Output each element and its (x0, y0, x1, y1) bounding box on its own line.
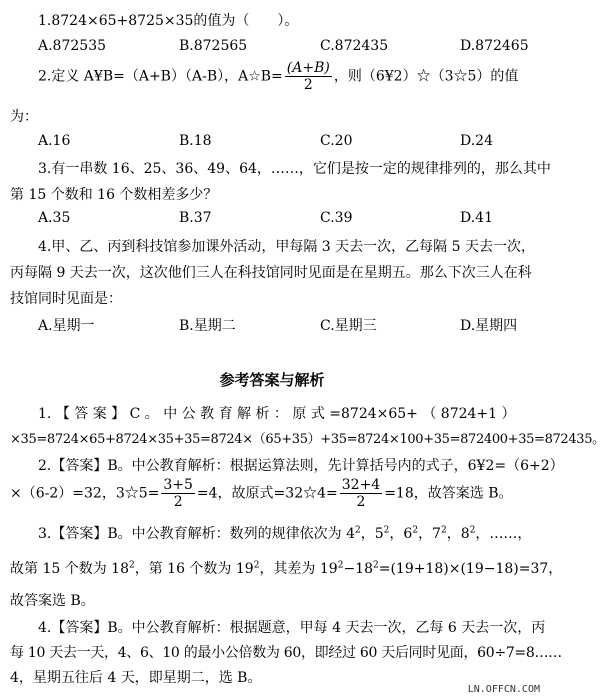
fraction-denominator: 2 (356, 494, 366, 510)
exponent: 2 (337, 560, 344, 571)
question-4: 4.甲、乙、丙到科技馆参加课外活动，甲每隔 3 天去一次，乙每隔 5 天去一次， (38, 239, 535, 255)
option-b: B.872565 (179, 38, 248, 54)
answer-2-text-a: ×（6-2）=32，3☆5= (10, 485, 160, 502)
option-d: D.星期四 (460, 318, 518, 334)
question-3: 3.有一串数 16、25、36、49、64，……，它们是按一定的规律排列的，那么其中 (38, 161, 551, 177)
question-2-fraction (285, 60, 332, 93)
answer-4-line-2: 每 10 天去一天，4、6、10 的最小公倍数为 60，即经过 60 天后同时见面，60÷7=8…… (10, 645, 562, 661)
fraction-numerator: 32+4 (341, 477, 381, 493)
question-2-text-after: ，则（6¥2）☆（3☆5）的值 (333, 68, 519, 85)
answer-3-text: =(19+18)×(19−18)=37， (378, 561, 563, 577)
exponent: 2 (412, 525, 419, 536)
answer-4-line-1: 4.【答案】B。中公教育解析：根据题意，甲每 4 天去一次，乙每 6 天去一次，丙 (38, 620, 546, 636)
answer-3-line-1 (38, 523, 531, 543)
exponent: 2 (253, 560, 260, 571)
option-d: D.24 (460, 133, 493, 149)
option-a: A.16 (38, 133, 71, 149)
answer-3-text: ，5 (360, 526, 384, 542)
option-b: B.星期二 (179, 318, 236, 334)
exponent: 2 (383, 525, 390, 536)
watermark: LN.OFFCN.COM (467, 684, 540, 695)
answer-2-fraction-2 (340, 477, 382, 510)
option-a: A.35 (38, 210, 71, 226)
answer-2-line-1: 2.【答案】B。中公教育解析：根据运算法则，先计算括号内的式子，6¥2=（6+2） (38, 458, 564, 474)
answer-2-text-b: =4，故原式=32☆4= (196, 485, 338, 502)
answer-2-line-2 (10, 477, 513, 510)
answer-3-text: 3.【答案】B。中公教育解析：数列的规律依次为 4 (38, 526, 356, 542)
answer-3-text: ，8 (446, 526, 470, 542)
fraction-denominator: 2 (173, 494, 183, 510)
answer-3-text: ，7 (418, 526, 441, 542)
answer-3-line-3: 故答案选 B。 (10, 593, 95, 609)
answer-2-fraction-1 (161, 477, 195, 510)
answer-3-text: ，其差为 19 (259, 561, 338, 577)
fraction-numerator: (A+B) (286, 60, 330, 76)
option-b: B.37 (179, 210, 212, 226)
answer-3-text: ，6 (389, 526, 413, 542)
question-2-cont: 为： (10, 109, 38, 125)
option-b: B.18 (179, 133, 212, 149)
answer-1-line-2: ×35=8724×65+8724×35+35=8724×（65+35）+35=8724×100+35=872400+35=872435。 (10, 432, 605, 447)
question-4-cont: 丙每隔 9 天去一次，这次他们三人在科技馆同时见面是在星期五。那么下次三人在科 (10, 265, 532, 281)
option-a: A.星期一 (38, 318, 95, 334)
answer-3-text: −18 (343, 561, 373, 577)
fraction-denominator: 2 (303, 77, 313, 93)
answer-2-text-c: =18，故答案选 B。 (384, 485, 513, 502)
answer-4-line-3: 4，星期五往后 4 天，即星期二，选 B。 (10, 670, 262, 686)
answer-1-line-1: 1. 【 答 案 】 C 。 中 公 教 育 解 析 ： 原 式 =8724×65+ （ 8724+1 ） (38, 406, 516, 422)
answer-3-text: ，……， (475, 526, 532, 542)
option-d: D.41 (460, 210, 493, 226)
exponent: 2 (128, 560, 135, 571)
question-4-cont2: 技馆同时见面是： (10, 291, 122, 307)
exponent: 2 (469, 525, 476, 536)
answer-3-text: 故第 15 个数为 18 (10, 561, 129, 577)
option-c: C.39 (320, 210, 353, 226)
exponent: 2 (355, 525, 361, 536)
answers-title: 参考答案与解析 (219, 371, 325, 389)
question-3-cont: 第 15 个数和 16 个数相差多少？ (10, 187, 218, 203)
answer-3-text: ，第 16 个数为 19 (134, 561, 254, 577)
option-a: A.872535 (38, 38, 107, 54)
exponent: 2 (440, 525, 447, 536)
answer-3-line-2 (10, 558, 562, 578)
fraction-numerator: 3+5 (163, 477, 193, 493)
question-2 (38, 60, 518, 93)
option-c: C.872435 (320, 38, 389, 54)
option-c: C.20 (320, 133, 353, 149)
option-c: C.星期三 (320, 318, 377, 334)
exponent: 2 (372, 560, 379, 571)
option-d: D.872465 (460, 38, 529, 54)
question-2-text-before: 2.定义 A¥B=（A+B）（A-B），A☆B= (38, 68, 283, 85)
question-1: 1.8724×65+8725×35的值为（ ）。 (38, 13, 299, 29)
